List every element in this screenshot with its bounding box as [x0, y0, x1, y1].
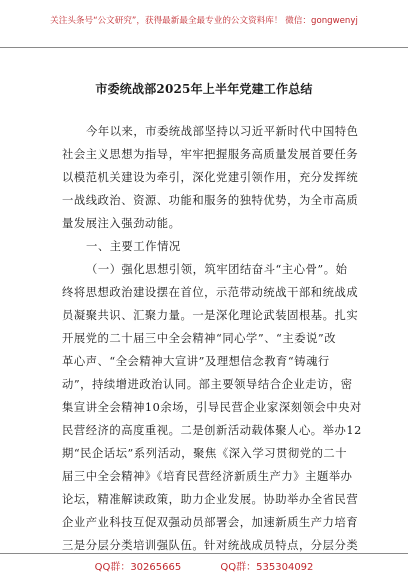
body-line: 今年以来，市委统战部坚持以习近平新时代中国特色: [86, 125, 359, 138]
body-line: 届三中全会精神》《培育民营经济新质生产力》主题举办: [62, 470, 353, 483]
body-line: 论坛，精准解读政策，助力企业发展。协助举办全省民营: [62, 493, 359, 506]
body-line: （一）强化思想引领，筑牢团结奋斗“主心骨”。始: [86, 263, 348, 276]
document-title: 市委统战部2025年上半年党建工作总结: [95, 82, 313, 96]
body-line: 三是分层分类培训强队伍。针对统战成员特点，分层分类: [62, 539, 359, 552]
section-heading: 一、主要工作情况: [86, 240, 181, 253]
banner-text: 关注头条号“公文研究”，获得最新最全最专业的公文资料库！ 微信：gongwenyj: [50, 16, 358, 26]
body-line: 开展党的二十届三中全会精神“同心学”、“主委说”改: [62, 332, 337, 345]
body-line: 企业产业科技互促双强动员部署会，加速新质生产力培育: [62, 516, 359, 529]
body-line: 终将思想政治建设摆在首位，示范带动统战干部和统战成: [62, 286, 359, 299]
banner-divider: [0, 47, 408, 48]
body-line: 革心声、“全会精神大宣讲”及理想信念教育“铸魂行: [62, 355, 330, 368]
body-line: 动”，持续增进政治认同。部主要领导结合企业走访，密: [62, 378, 353, 391]
footer-qq-group-2: QQ群：535304092: [220, 562, 314, 573]
body-line: 民营经济的高度重视。二是创新活动载体聚人心。举办12: [62, 424, 362, 437]
body-line: 一战线政治、资源、功能和服务的独特优势，为全市高质: [62, 194, 359, 207]
footer-qq-group-1: QQ群：30265665: [94, 562, 182, 573]
footer-contacts: [0, 558, 408, 573]
body-line: 集宣讲全会精神10余场，引导民营企业家深刻领会中央对: [62, 401, 362, 414]
body-line: 期“民企话坛”系列活动，聚焦《深入学习贯彻党的二十: [62, 447, 348, 460]
body-line: 员凝聚共识、汇聚力量。一是深化理论武装固根基。扎实: [62, 309, 359, 322]
body-line: 量发展注入强劲动能。: [62, 217, 181, 230]
footer-divider: [0, 553, 408, 554]
body-line: 以模范机关建设为牵引，深化党建引领作用，充分发挥统: [62, 171, 359, 184]
body-line: 社会主义思想为指导，牢牢把握服务高质量发展首要任务: [62, 148, 359, 161]
